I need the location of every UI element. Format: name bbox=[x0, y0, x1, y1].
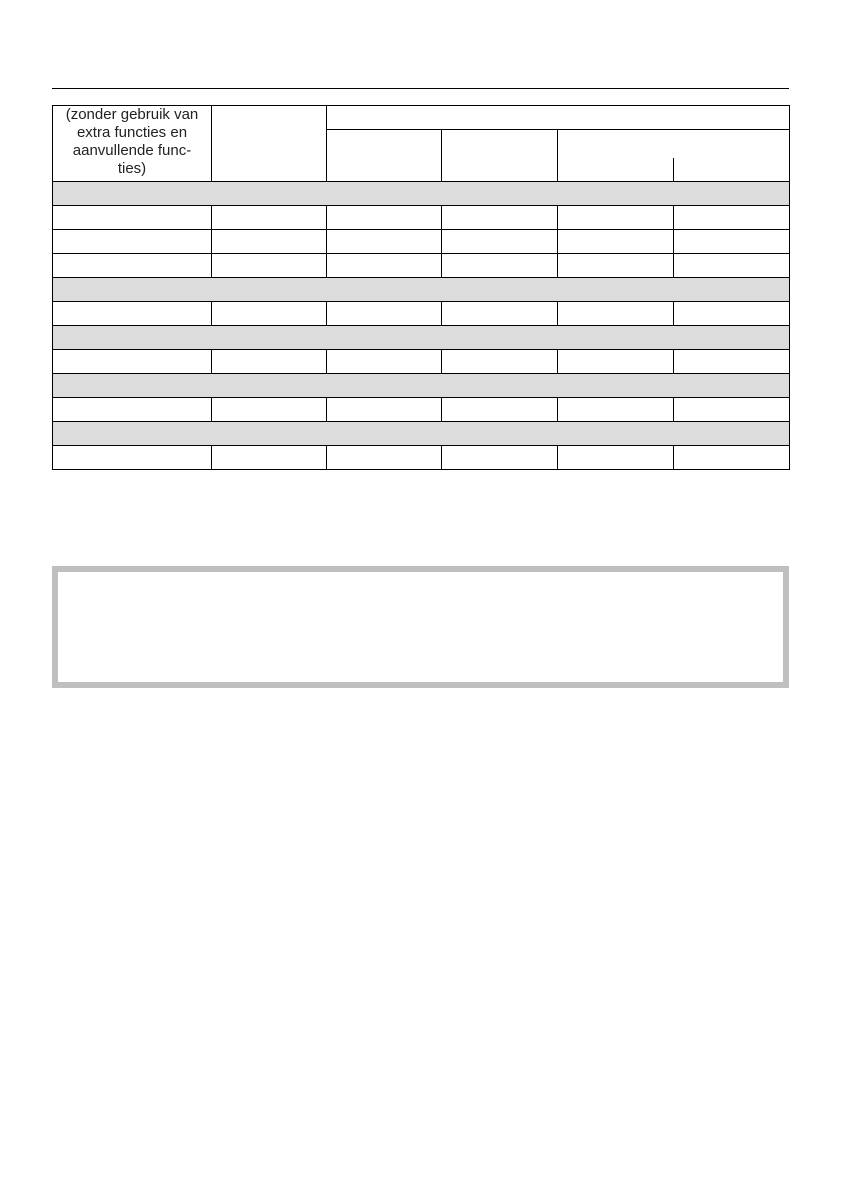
table-row bbox=[53, 254, 790, 278]
table-cell bbox=[674, 398, 790, 422]
notice-box bbox=[52, 566, 789, 688]
table-cell bbox=[674, 446, 790, 470]
table-cell bbox=[674, 206, 790, 230]
table-cell bbox=[674, 254, 790, 278]
section-cell bbox=[53, 326, 790, 350]
table-row bbox=[53, 350, 790, 374]
table-row bbox=[53, 302, 790, 326]
header-line: (zonder gebruik van bbox=[65, 106, 199, 123]
section-row bbox=[53, 374, 790, 398]
table-cell bbox=[442, 302, 558, 326]
program-table bbox=[52, 105, 790, 470]
table-row bbox=[53, 446, 790, 470]
table-cell bbox=[53, 350, 212, 374]
table-cell bbox=[212, 302, 327, 326]
table-cell bbox=[327, 254, 442, 278]
section-cell bbox=[53, 182, 790, 206]
table-cell bbox=[212, 254, 327, 278]
table-cell bbox=[674, 302, 790, 326]
table-cell bbox=[558, 230, 674, 254]
section-cell bbox=[53, 422, 790, 446]
header-line: aanvullende func- bbox=[72, 142, 192, 159]
table-cell bbox=[53, 446, 212, 470]
table-cell bbox=[212, 350, 327, 374]
table-body bbox=[53, 182, 790, 470]
table-cell bbox=[558, 302, 674, 326]
table-cell bbox=[327, 206, 442, 230]
header-cell-6 bbox=[674, 158, 790, 182]
table-cell bbox=[53, 206, 212, 230]
table-cell bbox=[674, 230, 790, 254]
table-cell bbox=[442, 254, 558, 278]
section-row bbox=[53, 326, 790, 350]
table-cell bbox=[327, 398, 442, 422]
section-row bbox=[53, 422, 790, 446]
header-cell-5 bbox=[558, 158, 674, 182]
table-cell bbox=[558, 446, 674, 470]
table-cell bbox=[442, 350, 558, 374]
header-cell-subgroup bbox=[558, 130, 790, 159]
table-cell bbox=[558, 350, 674, 374]
table-cell bbox=[53, 230, 212, 254]
table-cell bbox=[558, 206, 674, 230]
table-row bbox=[53, 230, 790, 254]
table-cell bbox=[53, 398, 212, 422]
header-line: ties) bbox=[117, 160, 147, 177]
header-cell-3 bbox=[327, 130, 442, 182]
table-cell bbox=[558, 398, 674, 422]
table-cell bbox=[327, 302, 442, 326]
section-row bbox=[53, 278, 790, 302]
table-cell bbox=[53, 254, 212, 278]
table-cell bbox=[212, 206, 327, 230]
table-row bbox=[53, 398, 790, 422]
header-cell-group bbox=[327, 106, 790, 130]
table-cell bbox=[442, 206, 558, 230]
table-cell bbox=[212, 446, 327, 470]
header-line: extra functies en bbox=[76, 124, 188, 141]
table-cell bbox=[442, 398, 558, 422]
header-rule bbox=[52, 88, 789, 89]
table-cell bbox=[442, 446, 558, 470]
table-row bbox=[53, 206, 790, 230]
table-cell bbox=[327, 350, 442, 374]
section-row bbox=[53, 182, 790, 206]
table-cell bbox=[327, 446, 442, 470]
table-cell bbox=[442, 230, 558, 254]
table-cell bbox=[212, 230, 327, 254]
table-cell bbox=[327, 230, 442, 254]
table-cell bbox=[53, 302, 212, 326]
table-cell bbox=[212, 398, 327, 422]
header-cell-2 bbox=[212, 106, 327, 182]
section-cell bbox=[53, 374, 790, 398]
table-cell bbox=[674, 350, 790, 374]
header-cell-4 bbox=[442, 130, 558, 182]
section-cell bbox=[53, 278, 790, 302]
table-cell bbox=[558, 254, 674, 278]
header-cell-program bbox=[53, 106, 212, 182]
